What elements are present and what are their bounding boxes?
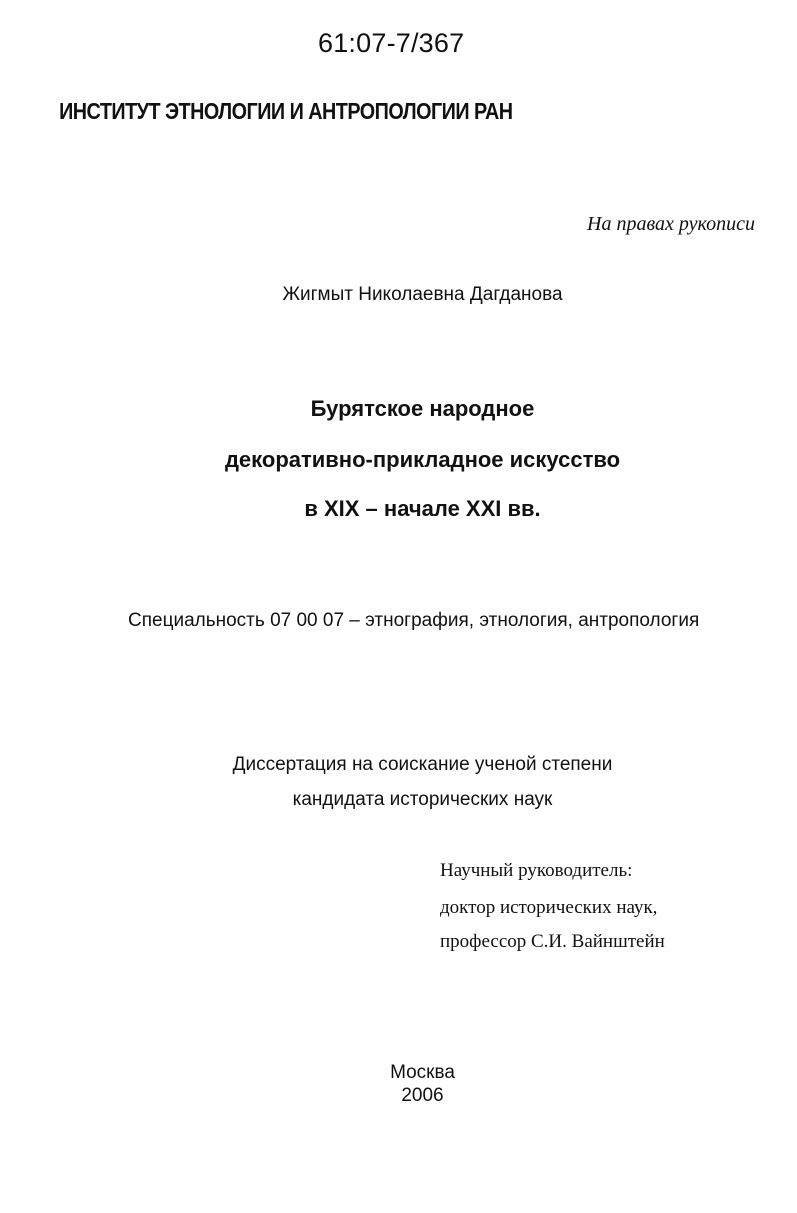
supervisor-line-3: профессор С.И. Вайнштейн — [440, 931, 665, 952]
dissertation-line-1: Диссертация на соискание ученой степени — [232, 754, 613, 775]
rights-note: На правах рукописи — [587, 213, 755, 235]
title-line-3: в XIX – начале XXI вв. — [304, 496, 541, 521]
author-name: Жигмыт Николаевна Дагданова — [282, 284, 563, 305]
supervisor-line-1: Научный руководитель: — [440, 860, 633, 881]
city: Москва — [390, 1062, 455, 1083]
title-line-2: декоративно-прикладное искусство — [224, 447, 621, 472]
title-line-1: Бурятское народное — [310, 396, 535, 421]
institute-name: ИНСТИТУТ ЭТНОЛОГИИ И АНТРОПОЛОГИИ РАН — [59, 98, 513, 124]
supervisor-line-2: доктор исторических наук, — [440, 897, 658, 918]
specialty-line: Специальность 07 00 07 – этнография, этнология, антропология — [128, 610, 700, 631]
year: 2006 — [401, 1085, 444, 1106]
dissertation-line-2: кандидата исторических наук — [292, 789, 553, 810]
catalog-number: 61:07-7/367 — [318, 28, 465, 58]
